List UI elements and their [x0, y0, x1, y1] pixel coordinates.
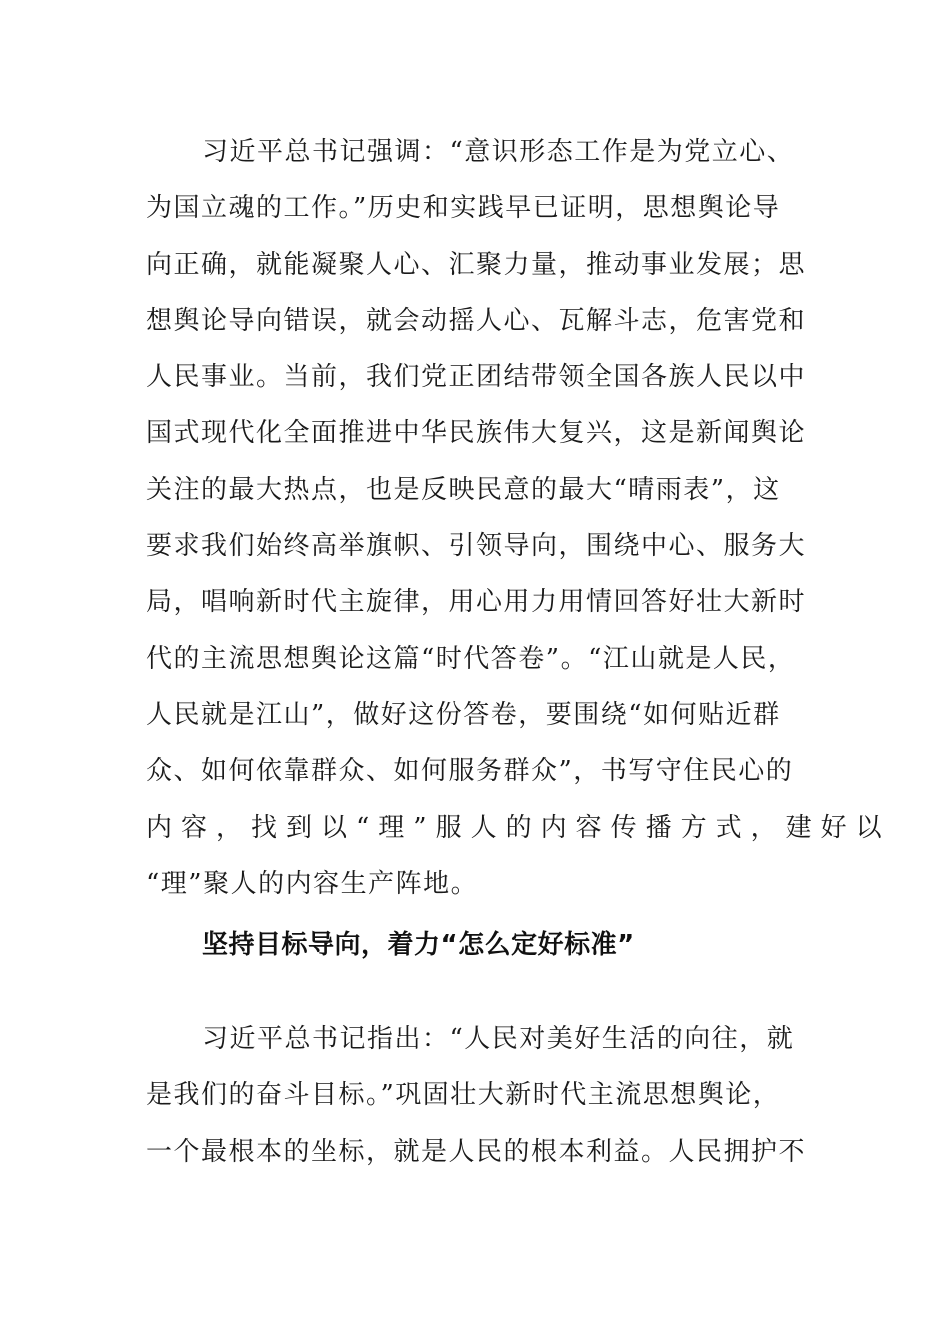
- paragraph-line: 人民就是江山”，做好这份答卷，要围绕“如何贴近群: [146, 699, 781, 730]
- paragraph-line: 人民事业。当前，我们党正团结带领全国各族人民以中: [146, 362, 807, 393]
- section-heading-text: 坚持目标导向，着力“怎么定好标准”: [202, 930, 635, 960]
- paragraph-line: “理”聚人的内容生产阵地。: [146, 868, 479, 899]
- paragraph-line: 内容，找到以“理”服人的内容传播方式，建好以: [146, 812, 891, 843]
- paragraph-line: 为国立魂的工作。”历史和实践早已证明，思想舆论导: [146, 193, 781, 224]
- paragraph-1: [146, 129, 891, 917]
- paragraph-line: 代的主流思想舆论这篇“时代答卷”。“江山就是人民，: [146, 643, 796, 674]
- paragraph-2: [146, 1016, 816, 1185]
- section-heading: [202, 922, 635, 968]
- paragraph-line: 一个最根本的坐标，就是人民的根本利益。人民拥护不: [146, 1136, 807, 1167]
- paragraph-line: 习近平总书记指出：“人民对美好生活的向往，就: [202, 1024, 795, 1054]
- paragraph-line: 国式现代化全面推进中华民族伟大复兴，这是新闻舆论: [146, 418, 807, 449]
- paragraph-line: 向正确，就能凝聚人心、汇聚力量，推动事业发展；思: [146, 249, 807, 280]
- paragraph-line: 要求我们始终高举旗帜、引领导向，围绕中心、服务大: [146, 531, 807, 562]
- paragraph-line: 是我们的奋斗目标。”巩固壮大新时代主流思想舆论，: [146, 1080, 781, 1111]
- paragraph-line: 关注的最大热点，也是反映民意的最大“晴雨表”，这: [146, 474, 781, 505]
- paragraph-line: 局，唱响新时代主旋律，用心用力用情回答好壮大新时: [146, 587, 807, 618]
- paragraph-line: 想舆论导向错误，就会动摇人心、瓦解斗志，危害党和: [146, 305, 807, 336]
- paragraph-line: 众、如何依靠群众、如何服务群众”，书写守住民心的: [146, 756, 794, 787]
- paragraph-line: 习近平总书记强调：“意识形态工作是为党立心、: [202, 137, 795, 167]
